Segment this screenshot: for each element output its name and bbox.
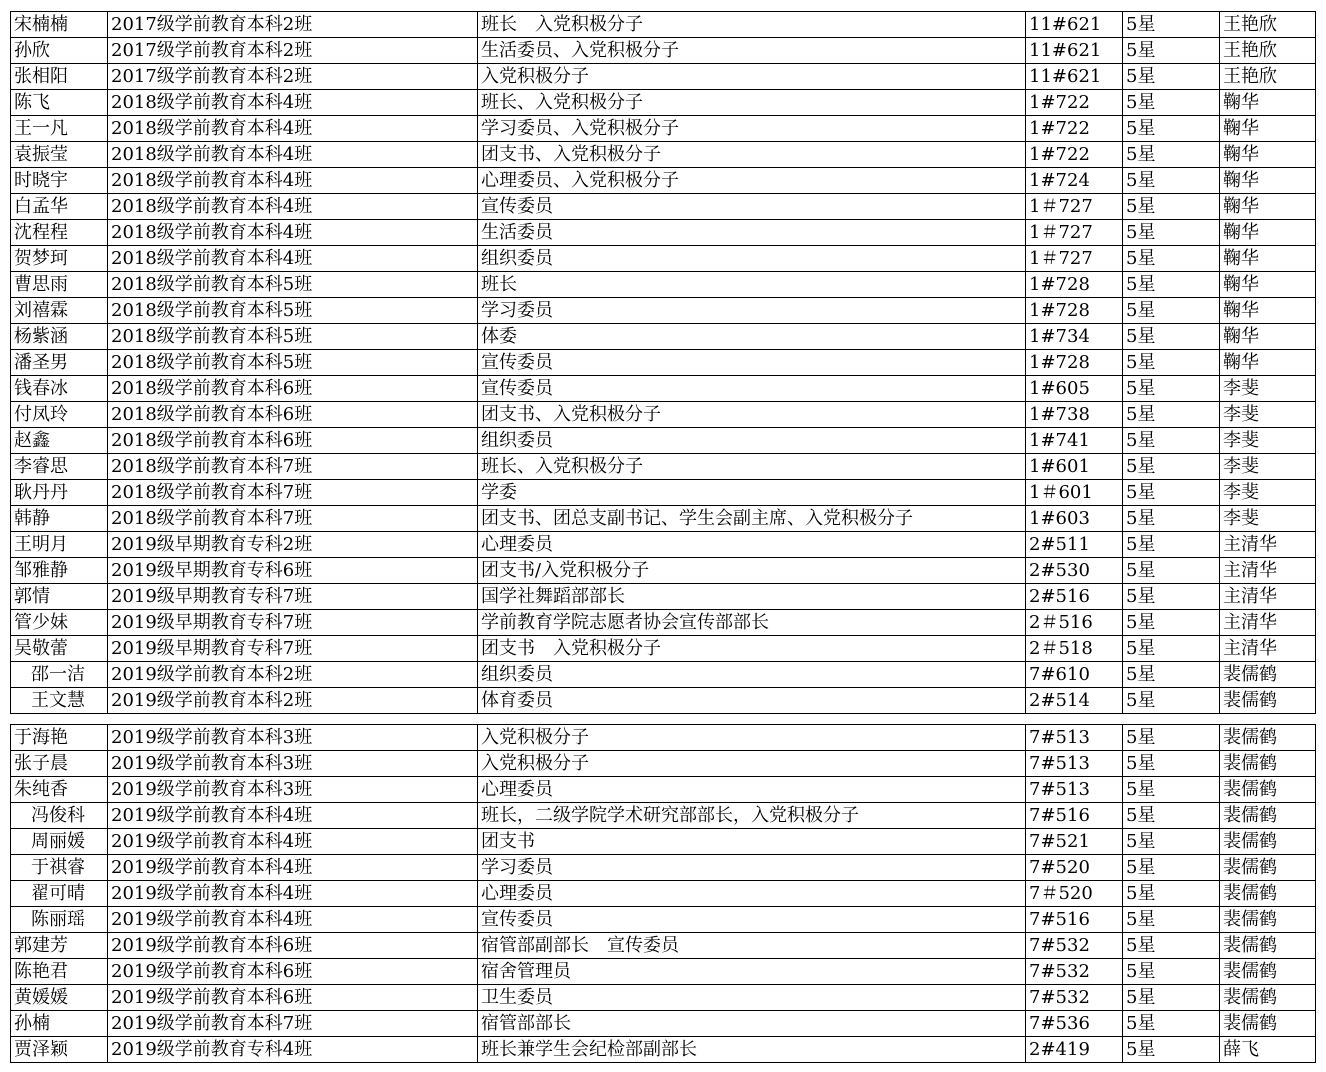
rating-cell[interactable]: 5星 <box>1123 116 1220 142</box>
room-cell[interactable]: 2＃518 <box>1026 636 1123 662</box>
role-cell[interactable]: 体育委员 <box>478 688 1026 714</box>
role-cell[interactable]: 组织委员 <box>478 246 1026 272</box>
rating-cell[interactable]: 5星 <box>1123 506 1220 532</box>
role-cell[interactable]: 学习委员 <box>478 855 1026 881</box>
room-cell[interactable]: 1＃601 <box>1026 480 1123 506</box>
name-cell[interactable]: 管少妹 <box>11 610 108 636</box>
class-cell[interactable]: 2018级学前教育本科4班 <box>108 220 478 246</box>
teacher-cell[interactable]: 裴儒鹤 <box>1220 803 1316 829</box>
class-cell[interactable]: 2019级学前教育本科6班 <box>108 933 478 959</box>
name-cell[interactable]: 黄媛媛 <box>11 985 108 1011</box>
teacher-cell[interactable]: 李斐 <box>1220 454 1316 480</box>
role-cell[interactable]: 心理委员 <box>478 777 1026 803</box>
name-cell[interactable]: 翟可晴 <box>11 881 108 907</box>
room-cell[interactable]: 1#603 <box>1026 506 1123 532</box>
table-row <box>11 725 1316 751</box>
rating-cell[interactable]: 5星 <box>1123 584 1220 610</box>
class-cell[interactable]: 2019级学前教育本科4班 <box>108 855 478 881</box>
table-row <box>11 12 1316 38</box>
name-cell[interactable]: 张相阳 <box>11 64 108 90</box>
class-cell[interactable]: 2018级学前教育本科6班 <box>108 428 478 454</box>
room-cell[interactable]: 7#516 <box>1026 907 1123 933</box>
name-cell[interactable]: 袁振莹 <box>11 142 108 168</box>
table-row <box>11 1011 1316 1037</box>
room-cell[interactable]: 2＃516 <box>1026 610 1123 636</box>
teacher-cell[interactable]: 王艳欣 <box>1220 64 1316 90</box>
rating-cell[interactable]: 5星 <box>1123 324 1220 350</box>
room-cell[interactable]: 2#514 <box>1026 688 1123 714</box>
class-cell[interactable]: 2019级学前教育本科6班 <box>108 985 478 1011</box>
rating-cell[interactable]: 5星 <box>1123 933 1220 959</box>
table-row <box>11 90 1316 116</box>
teacher-cell[interactable]: 鞠华 <box>1220 142 1316 168</box>
teacher-cell[interactable]: 裴儒鹤 <box>1220 907 1316 933</box>
room-cell[interactable]: 1＃727 <box>1026 220 1123 246</box>
table-row <box>11 829 1316 855</box>
teacher-cell[interactable]: 主清华 <box>1220 558 1316 584</box>
name-cell[interactable]: 孙楠 <box>11 1011 108 1037</box>
table-row <box>11 38 1316 64</box>
class-cell[interactable]: 2019级早期教育专科7班 <box>108 610 478 636</box>
role-cell[interactable]: 团支书、团总支副书记、学生会副主席、入党积极分子 <box>478 506 1026 532</box>
room-cell[interactable]: 7#513 <box>1026 725 1123 751</box>
room-cell[interactable]: 11#621 <box>1026 12 1123 38</box>
room-cell[interactable]: 7#536 <box>1026 1011 1123 1037</box>
table-row <box>11 636 1316 662</box>
table-row <box>11 506 1316 532</box>
teacher-cell[interactable]: 裴儒鹤 <box>1220 688 1316 714</box>
teacher-cell[interactable]: 鞠华 <box>1220 324 1316 350</box>
rating-cell[interactable]: 5星 <box>1123 558 1220 584</box>
name-cell[interactable]: 王文慧 <box>11 688 108 714</box>
room-cell[interactable]: 1#734 <box>1026 324 1123 350</box>
role-cell[interactable]: 心理委员 <box>478 532 1026 558</box>
teacher-cell[interactable]: 裴儒鹤 <box>1220 829 1316 855</box>
class-cell[interactable]: 2019级学前教育本科4班 <box>108 881 478 907</box>
teacher-cell[interactable]: 鞠华 <box>1220 194 1316 220</box>
class-cell[interactable]: 2018级学前教育本科7班 <box>108 506 478 532</box>
role-cell[interactable]: 班长、入党积极分子 <box>478 454 1026 480</box>
rating-cell[interactable]: 5星 <box>1123 90 1220 116</box>
rating-cell[interactable]: 5星 <box>1123 298 1220 324</box>
rating-cell[interactable]: 5星 <box>1123 220 1220 246</box>
rating-cell[interactable]: 5星 <box>1123 194 1220 220</box>
room-cell[interactable]: 1#741 <box>1026 428 1123 454</box>
room-cell[interactable]: 7＃520 <box>1026 881 1123 907</box>
role-cell[interactable]: 宣传委员 <box>478 907 1026 933</box>
role-cell[interactable]: 学委 <box>478 480 1026 506</box>
room-cell[interactable]: 7#532 <box>1026 959 1123 985</box>
role-cell[interactable]: 心理委员、入党积极分子 <box>478 168 1026 194</box>
class-cell[interactable]: 2018级学前教育本科4班 <box>108 142 478 168</box>
name-cell[interactable]: 王一凡 <box>11 116 108 142</box>
table-row <box>11 584 1316 610</box>
role-cell[interactable]: 宣传委员 <box>478 350 1026 376</box>
room-cell[interactable]: 2#511 <box>1026 532 1123 558</box>
table-row <box>11 480 1316 506</box>
rating-cell[interactable]: 5星 <box>1123 428 1220 454</box>
role-cell[interactable]: 学习委员 <box>478 298 1026 324</box>
table-row <box>11 855 1316 881</box>
teacher-cell[interactable]: 李斐 <box>1220 506 1316 532</box>
role-cell[interactable]: 团支书、入党积极分子 <box>478 402 1026 428</box>
name-cell[interactable]: 潘圣男 <box>11 350 108 376</box>
room-cell[interactable]: 1＃727 <box>1026 246 1123 272</box>
role-cell[interactable]: 班长 入党积极分子 <box>478 12 1026 38</box>
rating-cell[interactable]: 5星 <box>1123 480 1220 506</box>
rating-cell[interactable]: 5星 <box>1123 881 1220 907</box>
teacher-cell[interactable]: 裴儒鹤 <box>1220 959 1316 985</box>
class-cell[interactable]: 2018级学前教育本科4班 <box>108 194 478 220</box>
class-cell[interactable]: 2019级早期教育专科2班 <box>108 532 478 558</box>
name-cell[interactable]: 陈艳君 <box>11 959 108 985</box>
class-cell[interactable]: 2019级早期教育专科6班 <box>108 558 478 584</box>
table-row <box>11 777 1316 803</box>
table-row <box>11 933 1316 959</box>
class-cell[interactable]: 2019级早期教育专科7班 <box>108 636 478 662</box>
rating-cell[interactable]: 5星 <box>1123 803 1220 829</box>
table-body <box>11 725 1316 1063</box>
rating-cell[interactable]: 5星 <box>1123 610 1220 636</box>
name-cell[interactable]: 周丽媛 <box>11 829 108 855</box>
table-row <box>11 298 1316 324</box>
name-cell[interactable]: 付凤玲 <box>11 402 108 428</box>
class-cell[interactable]: 2019级学前教育本科3班 <box>108 777 478 803</box>
role-cell[interactable]: 班长、入党积极分子 <box>478 90 1026 116</box>
room-cell[interactable]: 1#728 <box>1026 298 1123 324</box>
name-cell[interactable]: 刘禧霖 <box>11 298 108 324</box>
teacher-cell[interactable]: 裴儒鹤 <box>1220 751 1316 777</box>
name-cell[interactable]: 宋楠楠 <box>11 12 108 38</box>
room-cell[interactable]: 1＃727 <box>1026 194 1123 220</box>
room-cell[interactable]: 1#738 <box>1026 402 1123 428</box>
rating-cell[interactable]: 5星 <box>1123 376 1220 402</box>
class-cell[interactable]: 2018级学前教育本科5班 <box>108 324 478 350</box>
rating-cell[interactable]: 5星 <box>1123 350 1220 376</box>
class-cell[interactable]: 2019级学前教育本科4班 <box>108 803 478 829</box>
teacher-cell[interactable]: 主清华 <box>1220 584 1316 610</box>
class-cell[interactable]: 2018级学前教育本科4班 <box>108 168 478 194</box>
name-cell[interactable]: 郭情 <box>11 584 108 610</box>
class-cell[interactable]: 2018级学前教育本科6班 <box>108 376 478 402</box>
teacher-cell[interactable]: 鞠华 <box>1220 298 1316 324</box>
teacher-cell[interactable]: 鞠华 <box>1220 350 1316 376</box>
rating-cell[interactable]: 5星 <box>1123 959 1220 985</box>
class-cell[interactable]: 2019级学前教育本科4班 <box>108 829 478 855</box>
name-cell[interactable]: 赵鑫 <box>11 428 108 454</box>
role-cell[interactable]: 学前教育学院志愿者协会宣传部部长 <box>478 610 1026 636</box>
teacher-cell[interactable]: 裴儒鹤 <box>1220 662 1316 688</box>
name-cell[interactable]: 曹思雨 <box>11 272 108 298</box>
class-cell[interactable]: 2017级学前教育本科2班 <box>108 64 478 90</box>
table-row <box>11 751 1316 777</box>
role-cell[interactable]: 生活委员 <box>478 220 1026 246</box>
rating-cell[interactable]: 5星 <box>1123 272 1220 298</box>
table-row <box>11 662 1316 688</box>
name-cell[interactable]: 沈程程 <box>11 220 108 246</box>
name-cell[interactable]: 王明月 <box>11 532 108 558</box>
class-cell[interactable]: 2019级学前教育专科4班 <box>108 1037 478 1063</box>
teacher-cell[interactable]: 鞠华 <box>1220 272 1316 298</box>
teacher-cell[interactable]: 鞠华 <box>1220 168 1316 194</box>
table-row <box>11 324 1316 350</box>
table-row <box>11 985 1316 1011</box>
name-cell[interactable]: 韩静 <box>11 506 108 532</box>
role-cell[interactable]: 宣传委员 <box>478 194 1026 220</box>
name-cell[interactable]: 耿丹丹 <box>11 480 108 506</box>
name-cell[interactable]: 白孟华 <box>11 194 108 220</box>
teacher-cell[interactable]: 裴儒鹤 <box>1220 933 1316 959</box>
table-row <box>11 454 1316 480</box>
class-cell[interactable]: 2019级学前教育本科2班 <box>108 662 478 688</box>
table-row <box>11 688 1316 714</box>
student-table-lower <box>10 724 1316 1063</box>
teacher-cell[interactable]: 裴儒鹤 <box>1220 855 1316 881</box>
name-cell[interactable]: 朱纯香 <box>11 777 108 803</box>
room-cell[interactable]: 1#722 <box>1026 116 1123 142</box>
teacher-cell[interactable]: 薛飞 <box>1220 1037 1316 1063</box>
table-row <box>11 350 1316 376</box>
table-row <box>11 1037 1316 1063</box>
room-cell[interactable]: 7#520 <box>1026 855 1123 881</box>
teacher-cell[interactable]: 鞠华 <box>1220 116 1316 142</box>
table-row <box>11 803 1316 829</box>
room-cell[interactable]: 2#516 <box>1026 584 1123 610</box>
table-row <box>11 402 1316 428</box>
teacher-cell[interactable]: 李斐 <box>1220 480 1316 506</box>
table-row <box>11 194 1316 220</box>
table-row <box>11 116 1316 142</box>
teacher-cell[interactable]: 主清华 <box>1220 610 1316 636</box>
teacher-cell[interactable]: 李斐 <box>1220 376 1316 402</box>
teacher-cell[interactable]: 王艳欣 <box>1220 12 1316 38</box>
teacher-cell[interactable]: 主清华 <box>1220 636 1316 662</box>
room-cell[interactable]: 1#724 <box>1026 168 1123 194</box>
name-cell[interactable]: 杨紫涵 <box>11 324 108 350</box>
name-cell[interactable]: 冯俊科 <box>11 803 108 829</box>
teacher-cell[interactable]: 裴儒鹤 <box>1220 725 1316 751</box>
name-cell[interactable]: 钱春冰 <box>11 376 108 402</box>
rating-cell[interactable]: 5星 <box>1123 662 1220 688</box>
class-cell[interactable]: 2019级学前教育本科3班 <box>108 725 478 751</box>
name-cell[interactable]: 郭建芳 <box>11 933 108 959</box>
teacher-cell[interactable]: 李斐 <box>1220 402 1316 428</box>
rating-cell[interactable]: 5星 <box>1123 829 1220 855</box>
role-cell[interactable]: 宿管部副部长 宣传委员 <box>478 933 1026 959</box>
rating-cell[interactable]: 5星 <box>1123 64 1220 90</box>
class-cell[interactable]: 2018级学前教育本科5班 <box>108 272 478 298</box>
rating-cell[interactable]: 5星 <box>1123 725 1220 751</box>
rating-cell[interactable]: 5星 <box>1123 751 1220 777</box>
rating-cell[interactable]: 5星 <box>1123 402 1220 428</box>
rating-cell[interactable]: 5星 <box>1123 454 1220 480</box>
name-cell[interactable]: 陈丽瑶 <box>11 907 108 933</box>
table-row <box>11 168 1316 194</box>
room-cell[interactable]: 1#722 <box>1026 142 1123 168</box>
table-row <box>11 610 1316 636</box>
rating-cell[interactable]: 5星 <box>1123 855 1220 881</box>
role-cell[interactable]: 宣传委员 <box>478 376 1026 402</box>
name-cell[interactable]: 吴敬蕾 <box>11 636 108 662</box>
rating-cell[interactable]: 5星 <box>1123 688 1220 714</box>
role-cell[interactable]: 组织委员 <box>478 428 1026 454</box>
teacher-cell[interactable]: 王艳欣 <box>1220 38 1316 64</box>
rating-cell[interactable]: 5星 <box>1123 1037 1220 1063</box>
room-cell[interactable]: 11#621 <box>1026 64 1123 90</box>
name-cell[interactable]: 邵一洁 <box>11 662 108 688</box>
class-cell[interactable]: 2017级学前教育本科2班 <box>108 38 478 64</box>
role-cell[interactable]: 团支书、入党积极分子 <box>478 142 1026 168</box>
role-cell[interactable]: 团支书 <box>478 829 1026 855</box>
role-cell[interactable]: 生活委员、入党积极分子 <box>478 38 1026 64</box>
table-row <box>11 558 1316 584</box>
role-cell[interactable]: 宿管部部长 <box>478 1011 1026 1037</box>
room-cell[interactable]: 7#516 <box>1026 803 1123 829</box>
role-cell[interactable]: 入党积极分子 <box>478 725 1026 751</box>
teacher-cell[interactable]: 鞠华 <box>1220 90 1316 116</box>
table-row <box>11 64 1316 90</box>
room-cell[interactable]: 7#513 <box>1026 751 1123 777</box>
role-cell[interactable]: 组织委员 <box>478 662 1026 688</box>
name-cell[interactable]: 贺梦珂 <box>11 246 108 272</box>
room-cell[interactable]: 2#530 <box>1026 558 1123 584</box>
role-cell[interactable]: 班长，二级学院学术研究部部长，入党积极分子 <box>478 803 1026 829</box>
role-cell[interactable]: 宿舍管理员 <box>478 959 1026 985</box>
role-cell[interactable]: 团支书 入党积极分子 <box>478 636 1026 662</box>
rating-cell[interactable]: 5星 <box>1123 246 1220 272</box>
name-cell[interactable]: 时晓宇 <box>11 168 108 194</box>
rating-cell[interactable]: 5星 <box>1123 142 1220 168</box>
rating-cell[interactable]: 5星 <box>1123 532 1220 558</box>
room-cell[interactable]: 1#728 <box>1026 272 1123 298</box>
name-cell[interactable]: 李睿思 <box>11 454 108 480</box>
name-cell[interactable]: 孙欣 <box>11 38 108 64</box>
room-cell[interactable]: 7#532 <box>1026 933 1123 959</box>
name-cell[interactable]: 邹雅静 <box>11 558 108 584</box>
teacher-cell[interactable]: 鞠华 <box>1220 220 1316 246</box>
class-cell[interactable]: 2018级学前教育本科4班 <box>108 246 478 272</box>
role-cell[interactable]: 入党积极分子 <box>478 64 1026 90</box>
role-cell[interactable]: 卫生委员 <box>478 985 1026 1011</box>
rating-cell[interactable]: 5星 <box>1123 636 1220 662</box>
role-cell[interactable]: 心理委员 <box>478 881 1026 907</box>
class-cell[interactable]: 2019级学前教育本科3班 <box>108 751 478 777</box>
table-row <box>11 907 1316 933</box>
role-cell[interactable]: 团支书/入党积极分子 <box>478 558 1026 584</box>
rating-cell[interactable]: 5星 <box>1123 907 1220 933</box>
role-cell[interactable]: 班长兼学生会纪检部副部长 <box>478 1037 1026 1063</box>
class-cell[interactable]: 2019级学前教育本科4班 <box>108 907 478 933</box>
name-cell[interactable]: 贾泽颖 <box>11 1037 108 1063</box>
class-cell[interactable]: 2018级学前教育本科7班 <box>108 480 478 506</box>
room-cell[interactable]: 1#722 <box>1026 90 1123 116</box>
role-cell[interactable]: 班长 <box>478 272 1026 298</box>
class-cell[interactable]: 2018级学前教育本科4班 <box>108 90 478 116</box>
name-cell[interactable]: 于海艳 <box>11 725 108 751</box>
class-cell[interactable]: 2018级学前教育本科6班 <box>108 402 478 428</box>
table-row <box>11 142 1316 168</box>
role-cell[interactable]: 体委 <box>478 324 1026 350</box>
room-cell[interactable]: 7#513 <box>1026 777 1123 803</box>
role-cell[interactable]: 入党积极分子 <box>478 751 1026 777</box>
teacher-cell[interactable]: 鞠华 <box>1220 246 1316 272</box>
table-body <box>11 12 1316 714</box>
student-table-upper <box>10 11 1316 714</box>
table-row <box>11 428 1316 454</box>
room-cell[interactable]: 7#521 <box>1026 829 1123 855</box>
name-cell[interactable]: 张子晨 <box>11 751 108 777</box>
table-row <box>11 881 1316 907</box>
table-row <box>11 220 1316 246</box>
room-cell[interactable]: 2#419 <box>1026 1037 1123 1063</box>
class-cell[interactable]: 2018级学前教育本科5班 <box>108 298 478 324</box>
name-cell[interactable]: 于祺睿 <box>11 855 108 881</box>
rating-cell[interactable]: 5星 <box>1123 168 1220 194</box>
rating-cell[interactable]: 5星 <box>1123 38 1220 64</box>
table-row <box>11 272 1316 298</box>
name-cell[interactable]: 陈飞 <box>11 90 108 116</box>
teacher-cell[interactable]: 主清华 <box>1220 532 1316 558</box>
teacher-cell[interactable]: 裴儒鹤 <box>1220 985 1316 1011</box>
class-cell[interactable]: 2017级学前教育本科2班 <box>108 12 478 38</box>
room-cell[interactable]: 7#610 <box>1026 662 1123 688</box>
class-cell[interactable]: 2019级学前教育本科6班 <box>108 959 478 985</box>
room-cell[interactable]: 1#601 <box>1026 454 1123 480</box>
class-cell[interactable]: 2019级早期教育专科7班 <box>108 584 478 610</box>
class-cell[interactable]: 2018级学前教育本科4班 <box>108 116 478 142</box>
rating-cell[interactable]: 5星 <box>1123 985 1220 1011</box>
class-cell[interactable]: 2018级学前教育本科7班 <box>108 454 478 480</box>
role-cell[interactable]: 学习委员、入党积极分子 <box>478 116 1026 142</box>
teacher-cell[interactable]: 李斐 <box>1220 428 1316 454</box>
rating-cell[interactable]: 5星 <box>1123 1011 1220 1037</box>
teacher-cell[interactable]: 裴儒鹤 <box>1220 881 1316 907</box>
teacher-cell[interactable]: 裴儒鹤 <box>1220 1011 1316 1037</box>
room-cell[interactable]: 7#532 <box>1026 985 1123 1011</box>
table-row <box>11 532 1316 558</box>
teacher-cell[interactable]: 裴儒鹤 <box>1220 777 1316 803</box>
rating-cell[interactable]: 5星 <box>1123 777 1220 803</box>
role-cell[interactable]: 国学社舞蹈部部长 <box>478 584 1026 610</box>
table-row <box>11 959 1316 985</box>
class-cell[interactable]: 2018级学前教育本科5班 <box>108 350 478 376</box>
table-row <box>11 376 1316 402</box>
table-row <box>11 246 1316 272</box>
rating-cell[interactable]: 5星 <box>1123 12 1220 38</box>
class-cell[interactable]: 2019级学前教育本科7班 <box>108 1011 478 1037</box>
room-cell[interactable]: 1#728 <box>1026 350 1123 376</box>
room-cell[interactable]: 1#605 <box>1026 376 1123 402</box>
room-cell[interactable]: 11#621 <box>1026 38 1123 64</box>
class-cell[interactable]: 2019级学前教育本科2班 <box>108 688 478 714</box>
